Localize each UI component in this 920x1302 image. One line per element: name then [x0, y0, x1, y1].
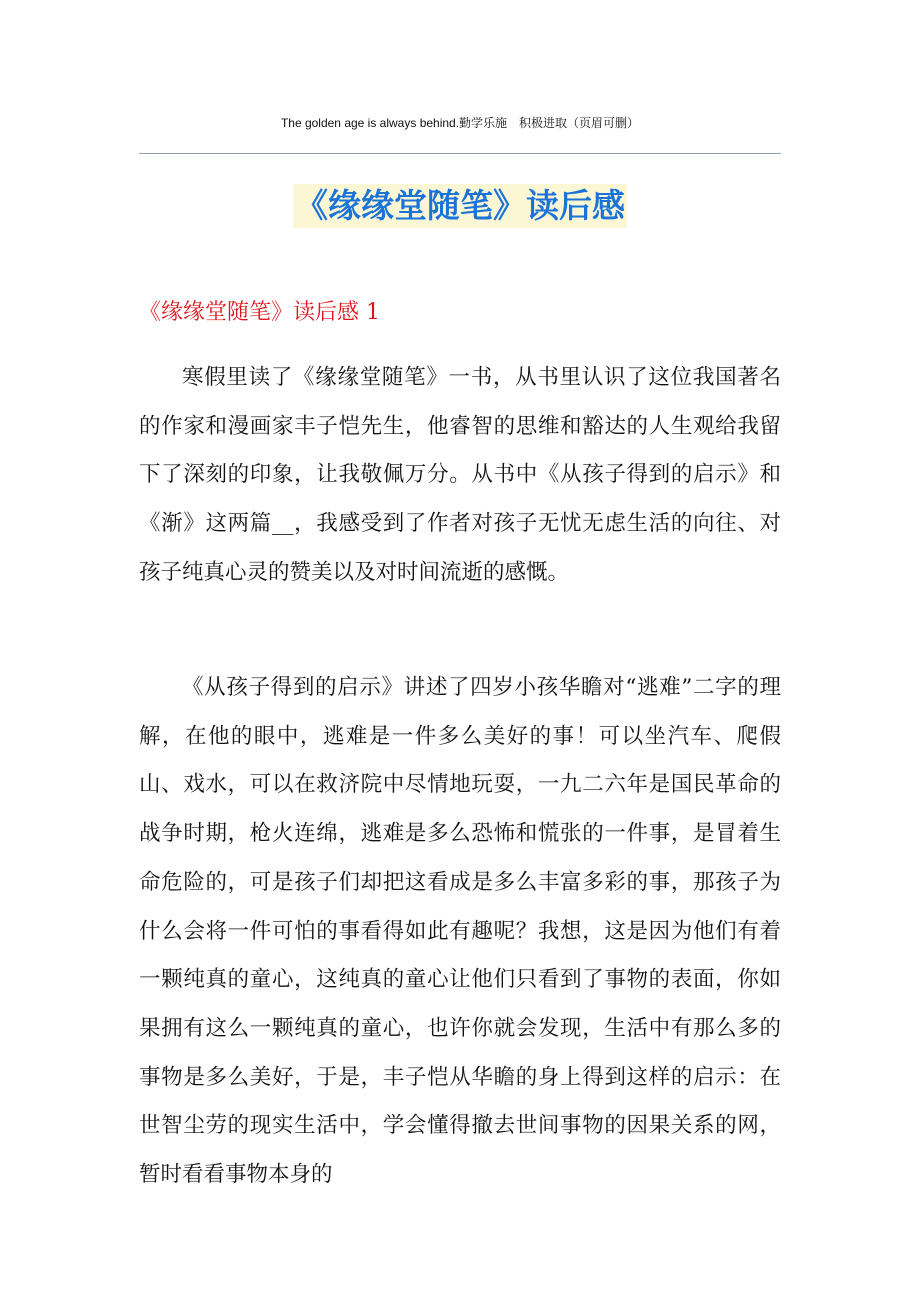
body-paragraph-1: 寒假里读了《缘缘堂随笔》一书，从书里认识了这位我国著名的作家和漫画家丰子恺先生，他睿智的思维和豁达的人生观给我留下了深刻的印象，让我敬佩万分。从书中《从孩子得到的启示》和《渐》这两篇__，我感受到了作者对孩子无忧无虑生活的向往、对孩子纯真心灵的赞美以及对时间流逝的感慨。 — [139, 365, 781, 585]
body-paragraph-2: 《从孩子得到的启示》讲述了四岁小孩华瞻对“逃难”二字的理解，在他的眼中，逃难是一件多么美好的事！可以坐汽车、爬假山、戏水，可以在救济院中尽情地玩耍，一九二六年是国民革命的战争时期，枪火连绵，逃难是多么恐怖和慌张的一件事，是冒着生命危险的，可是孩子们却把这看成是多么丰富多彩的事，那孩子为什么会将一件可怕的事看得如此有趣呢？我想，这是因为他们有着一颗纯真的童心，这纯真的童心让他们只看到了事物的表面，你如果拥有这么一颗纯真的童心，也许你就会发现，生活中有那么多的事物是多么美好，于是，丰子恺从华瞻的身上得到这样的启示：在世智尘劳的现实生活中，学会懂得撤去世间事物的因果关系的网，暂时看看事物本身的 — [139, 675, 781, 1188]
document-title: 《缘缘堂随笔》读后感 — [293, 184, 627, 228]
title-container — [0, 184, 920, 228]
header-divider — [139, 153, 781, 154]
page-header: The golden age is always behind.勤学乐施 积极进取（页眉可删） — [280, 116, 640, 130]
section-heading: 《缘缘堂随笔》读后感 1 — [139, 300, 380, 325]
